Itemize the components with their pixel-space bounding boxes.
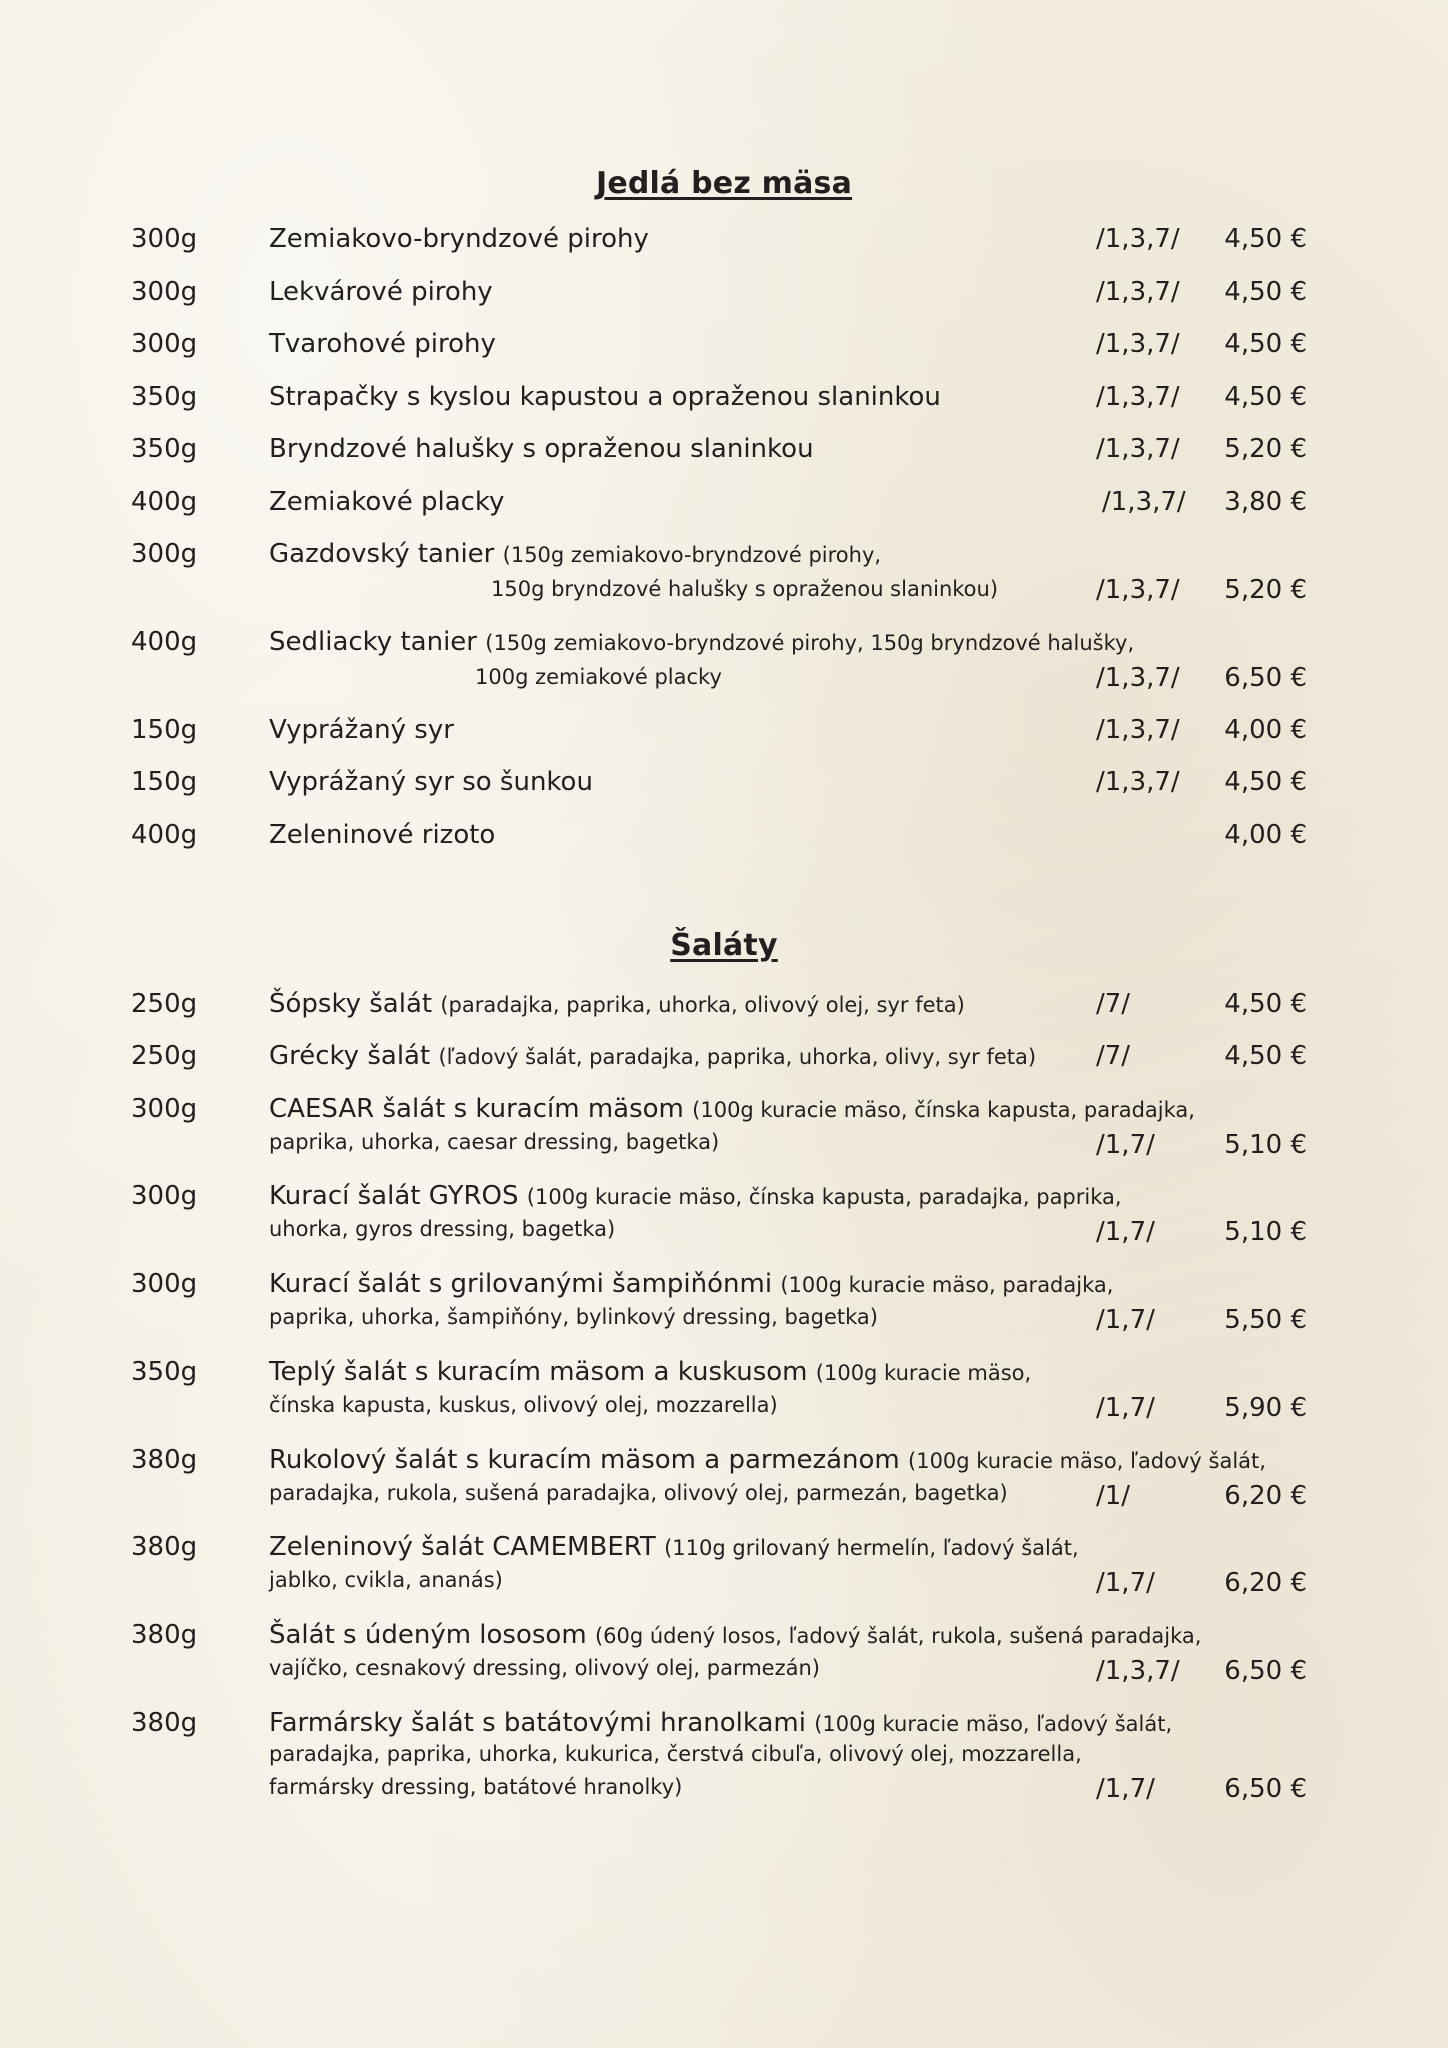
item-weight: 380g [131, 1620, 198, 1650]
item-weight: 300g [131, 1181, 198, 1211]
item-name: Vyprážaný syr [269, 715, 454, 745]
item-weight: 300g [131, 329, 198, 359]
item-allergens: /1,3,7/ [1096, 434, 1180, 464]
item-description: (100g kuracie mäso, ľadový šalát, [908, 1449, 1266, 1473]
item-name: Lekvárové pirohy [269, 277, 493, 307]
item-name: Vyprážaný syr so šunkou [269, 767, 593, 797]
item-allergens: /1,3,7/ [1096, 329, 1180, 359]
item-name: Zemiakovo-bryndzové pirohy [269, 224, 649, 254]
item-name: Grécky šalát [269, 1041, 431, 1071]
item-price: 6,20 € [1224, 1568, 1307, 1598]
item-weight: 380g [131, 1532, 198, 1562]
item-allergens: /7/ [1096, 1041, 1131, 1071]
item-weight: 150g [131, 715, 198, 745]
item-price: 5,10 € [1224, 1130, 1307, 1160]
item-price: 5,90 € [1224, 1393, 1307, 1423]
item-weight: 380g [131, 1445, 198, 1475]
section-title-salads: Šaláty [670, 928, 778, 963]
item-description: (100g kuracie mäso, paradajka, [780, 1273, 1114, 1297]
item-price: 4,00 € [1224, 715, 1307, 745]
item-name: Teplý šalát s kuracím mäsom a kuskusom [269, 1357, 808, 1387]
item-description-cont: paprika, uhorka, šampiňóny, bylinkový dressing, bagetka) [269, 1305, 878, 1329]
item-description-cont: paradajka, paprika, uhorka, kukurica, čerstvá cibuľa, olivový olej, mozzarella, [269, 1742, 1082, 1766]
item-weight: 400g [131, 820, 198, 850]
item-name: Zeleninový šalát CAMEMBERT [269, 1532, 656, 1562]
item-weight: 150g [131, 767, 198, 797]
item-price: 6,50 € [1224, 1656, 1307, 1686]
item-weight: 300g [131, 1094, 198, 1124]
item-name: Farmársky šalát s batátovými hranolkami [269, 1708, 806, 1738]
item-price: 4,50 € [1224, 382, 1307, 412]
item-allergens: /1,7/ [1096, 1217, 1155, 1247]
item-weight: 400g [131, 627, 198, 657]
item-allergens: /1,7/ [1096, 1774, 1155, 1804]
item-name: Šópsky šalát [269, 989, 433, 1019]
item-name: Tvarohové pirohy [269, 329, 496, 359]
item-price: 6,20 € [1224, 1481, 1307, 1511]
item-name: Šalát s údeným lososom [269, 1620, 587, 1650]
section-title-meatless: Jedlá bez mäsa [595, 166, 853, 201]
item-price: 5,50 € [1224, 1305, 1307, 1335]
item-description: (paradajka, paprika, uhorka, olivový olej, syr feta) [440, 993, 965, 1017]
item-price: 5,10 € [1224, 1217, 1307, 1247]
item-name: CAESAR šalát s kuracím mäsom [269, 1094, 684, 1124]
item-description: (110g grilovaný hermelín, ľadový šalát, [664, 1536, 1079, 1560]
item-allergens: /1,3,7/ [1096, 224, 1180, 254]
item-description: (150g zemiakovo-bryndzové pirohy, [502, 543, 882, 567]
item-description: (150g zemiakovo-bryndzové pirohy, 150g bryndzové halušky, [485, 631, 1135, 655]
item-allergens: /1,3,7/ [1096, 767, 1180, 797]
item-description: (100g kuracie mäso, [815, 1361, 1032, 1385]
item-allergens: /1,3,7/ [1096, 1656, 1180, 1686]
item-description-cont: paprika, uhorka, caesar dressing, bagetka) [269, 1130, 720, 1154]
item-allergens: /1,3,7/ [1096, 575, 1180, 605]
item-name: Bryndzové halušky s opraženou slaninkou [269, 434, 814, 464]
item-name: Zeleninové rizoto [269, 820, 496, 850]
item-name: Kurací šalát GYROS [269, 1181, 519, 1211]
item-weight: 350g [131, 382, 198, 412]
item-allergens: /1,3,7/ [1102, 487, 1186, 517]
item-price: 6,50 € [1224, 663, 1307, 693]
item-description-cont: jablko, cvikla, ananás) [269, 1568, 503, 1592]
item-description: (ľadový šalát, paradajka, paprika, uhorka, olivy, syr feta) [438, 1045, 1037, 1069]
item-description-cont: 150g bryndzové halušky s opraženou slaninkou) [491, 577, 999, 601]
item-price: 4,00 € [1224, 820, 1307, 850]
item-weight: 250g [131, 989, 198, 1019]
item-price: 4,50 € [1224, 277, 1307, 307]
item-weight: 300g [131, 224, 198, 254]
item-allergens: /1,7/ [1096, 1568, 1155, 1598]
item-name: Rukolový šalát s kuracím mäsom a parmezánom [269, 1445, 900, 1475]
item-weight: 250g [131, 1041, 198, 1071]
item-price: 5,20 € [1224, 434, 1307, 464]
item-weight: 300g [131, 1269, 198, 1299]
item-price: 4,50 € [1224, 1041, 1307, 1071]
item-price: 4,50 € [1224, 224, 1307, 254]
item-description-cont: farmársky dressing, batátové hranolky) [269, 1775, 683, 1799]
item-description-cont: 100g zemiakové placky [475, 665, 722, 689]
item-name: Kurací šalát s grilovanými šampiňónmi [269, 1269, 773, 1299]
item-weight: 300g [131, 277, 198, 307]
item-description: (100g kuracie mäso, čínska kapusta, paradajka, [692, 1098, 1195, 1122]
item-weight: 350g [131, 1357, 198, 1387]
item-description-cont: čínska kapusta, kuskus, olivový olej, mozzarella) [269, 1393, 778, 1417]
item-description-cont: paradajka, rukola, sušená paradajka, olivový olej, parmezán, bagetka) [269, 1481, 1008, 1505]
item-price: 4,50 € [1224, 767, 1307, 797]
item-weight: 380g [131, 1708, 198, 1738]
item-description: (100g kuracie mäso, ľadový šalát, [814, 1712, 1173, 1736]
item-allergens: /1,7/ [1096, 1305, 1155, 1335]
item-price: 4,50 € [1224, 329, 1307, 359]
item-name: Gazdovský tanier [269, 539, 495, 569]
item-weight: 300g [131, 539, 198, 569]
item-allergens: /1/ [1096, 1481, 1131, 1511]
item-price: 6,50 € [1224, 1774, 1307, 1804]
item-allergens: /7/ [1096, 989, 1131, 1019]
item-price: 5,20 € [1224, 575, 1307, 605]
item-name: Strapačky s kyslou kapustou a opraženou slaninkou [269, 382, 941, 412]
item-name: Sedliacky tanier [269, 627, 477, 657]
item-price: 3,80 € [1224, 487, 1307, 517]
item-price: 4,50 € [1224, 989, 1307, 1019]
item-allergens: /1,3,7/ [1096, 663, 1180, 693]
item-weight: 350g [131, 434, 198, 464]
item-description-cont: vajíčko, cesnakový dressing, olivový olej, parmezán) [269, 1656, 820, 1680]
item-name: Zemiakové placky [269, 487, 505, 517]
item-allergens: /1,7/ [1096, 1393, 1155, 1423]
item-description-cont: uhorka, gyros dressing, bagetka) [269, 1217, 616, 1241]
item-weight: 400g [131, 487, 198, 517]
item-allergens: /1,3,7/ [1096, 382, 1180, 412]
item-description: (60g údený losos, ľadový šalát, rukola, sušená paradajka, [594, 1624, 1202, 1648]
item-allergens: /1,3,7/ [1096, 715, 1180, 745]
item-description: (100g kuracie mäso, čínska kapusta, paradajka, paprika, [526, 1185, 1122, 1209]
item-allergens: /1,3,7/ [1096, 277, 1180, 307]
item-allergens: /1,7/ [1096, 1130, 1155, 1160]
